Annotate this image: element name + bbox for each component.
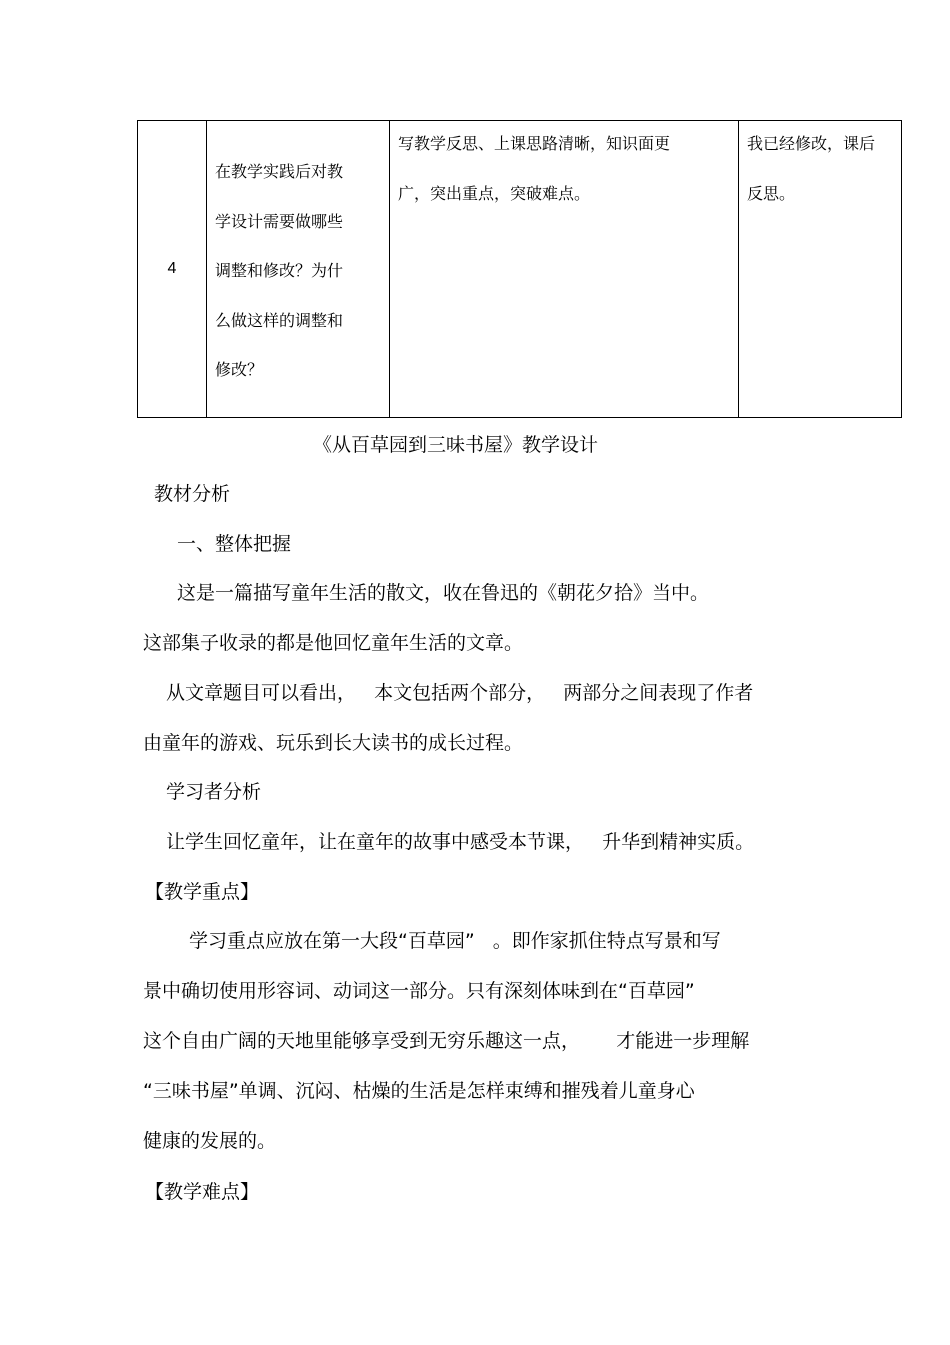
note-cell	[739, 121, 902, 418]
answer-line: 广，突出重点，突破难点。	[398, 183, 591, 203]
note-line: 我已经修改，课后	[747, 134, 876, 153]
question-line: 调整和修改？为什	[215, 261, 344, 280]
heading-difficult-points: 【教学难点】	[145, 1181, 260, 1203]
question-line: 学设计需要做哪些	[215, 211, 344, 231]
question-line: 修改？	[215, 360, 264, 379]
note-line: 反思。	[747, 183, 796, 203]
paragraph-line: 学习重点应放在第一大段“百草园” 。即作家抓住特点写景和写	[189, 930, 721, 952]
paragraph-line: 由童年的游戏、玩乐到长大读书的成长过程。	[143, 732, 524, 754]
paragraph-line: 从文章题目可以看出， 本文包括两个部分， 两部分之间表现了作者	[166, 682, 754, 704]
answer-line: 写教学反思、上课思路清晰，知识面更	[398, 134, 671, 153]
paragraph-line: 景中确切使用形容词、动词这一部分。只有深刻体味到在“百草园”	[143, 980, 695, 1002]
heading-key-points: 【教学重点】	[145, 881, 260, 903]
paragraph-line: “三味书屋”单调、沉闷、枯燥的生活是怎样束缚和摧残着儿童身心	[143, 1080, 695, 1102]
row-number: 4	[167, 260, 177, 277]
paragraph-line: 让学生回忆童年，让在童年的故事中感受本节课， 升华到精神实质。	[166, 831, 755, 853]
paragraph-line: 这是一篇描写童年生活的散文，收在鲁迅的《朝花夕拾》当中。	[177, 582, 710, 604]
table-row	[138, 121, 902, 418]
paragraph-line: 健康的发展的。	[143, 1130, 277, 1152]
subsection-heading-overall: 一、整体把握	[177, 533, 292, 555]
section-heading-learner: 学习者分析	[166, 781, 262, 803]
row-number-cell	[138, 121, 207, 418]
section-heading-material: 教材分析	[154, 483, 231, 505]
reflection-table	[137, 120, 902, 418]
paragraph-line: 这个自由广阔的天地里能够享受到无穷乐趣这一点， 才能进一步理解	[143, 1030, 750, 1052]
question-cell	[207, 121, 390, 418]
paragraph-line: 这部集子收录的都是他回忆童年生活的文章。	[143, 632, 524, 654]
question-line: 么做这样的调整和	[215, 310, 344, 330]
answer-cell	[390, 121, 739, 418]
question-line: 在教学实践后对教	[215, 162, 344, 181]
document-title: 《从百草园到三味书屋》教学设计	[313, 434, 599, 456]
